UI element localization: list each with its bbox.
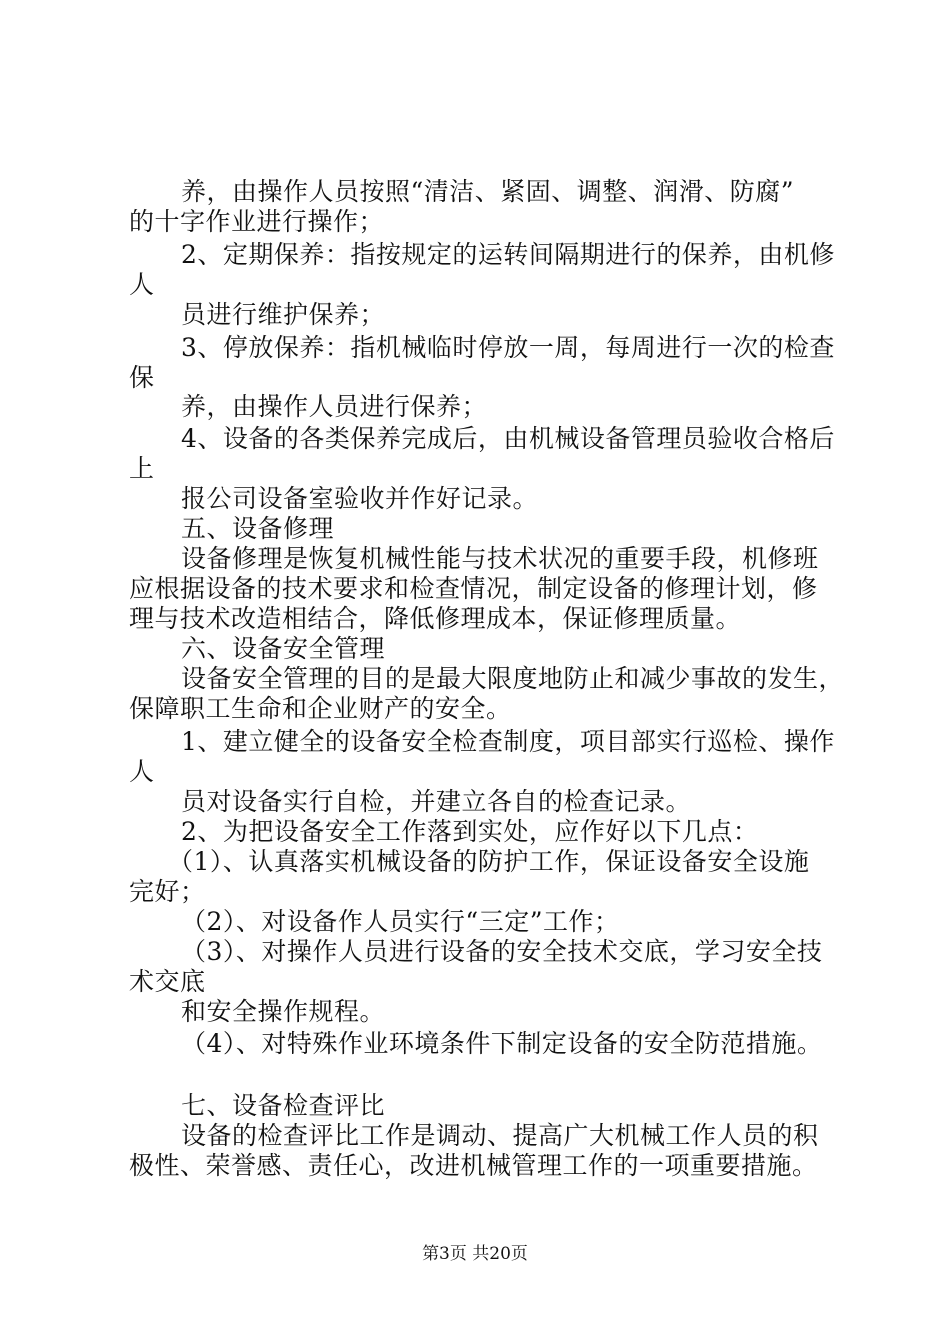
text-line: 极性、荣誉感、责任心，改进机械管理工作的一项重要措施。 bbox=[129, 1151, 818, 1180]
text-line: （3）、对操作人员进行设备的安全技术交底，学习安全技 bbox=[181, 937, 823, 966]
section-heading: 六、设备安全管理 bbox=[181, 634, 386, 663]
section-heading: 七、设备检查评比 bbox=[181, 1091, 386, 1120]
text-line: 上 bbox=[129, 454, 155, 483]
text-line: 保障职工生命和企业财产的安全。 bbox=[129, 694, 512, 723]
text-line: 完好； bbox=[129, 877, 206, 906]
text-line: 保 bbox=[129, 363, 155, 392]
text-line: 员对设备实行自检，并建立各自的检查记录。 bbox=[181, 787, 692, 816]
text-line: 2、定期保养：指按规定的运转间隔期进行的保养，由机修 bbox=[181, 240, 835, 269]
text-line: 员进行维护保养； bbox=[181, 300, 386, 329]
text-line: 人 bbox=[129, 270, 155, 299]
text-line: 1、建立健全的设备安全检查制度，项目部实行巡检、操作 bbox=[181, 727, 835, 756]
text-line: 2、为把设备安全工作落到实处，应作好以下几点： bbox=[181, 817, 759, 846]
text-line: 应根据设备的技术要求和检查情况，制定设备的修理计划，修 bbox=[129, 574, 818, 603]
text-line: 设备安全管理的目的是最大限度地防止和减少事故的发生， bbox=[181, 664, 845, 693]
text-line: 理与技术改造相结合，降低修理成本，保证修理质量。 bbox=[129, 604, 742, 633]
text-line: 术交底 bbox=[129, 967, 206, 996]
text-line: 3、停放保养：指机械临时停放一周，每周进行一次的检查 bbox=[181, 333, 835, 362]
text-line: 4、设备的各类保养完成后，由机械设备管理员验收合格后 bbox=[181, 424, 835, 453]
text-line: （2）、对设备作人员实行“三定”工作； bbox=[181, 907, 620, 936]
text-line: 设备的检查评比工作是调动、提高广大机械工作人员的积 bbox=[181, 1121, 819, 1150]
text-line: 设备修理是恢复机械性能与技术状况的重要手段，机修班 bbox=[181, 544, 819, 573]
text-line: 人 bbox=[129, 757, 155, 786]
text-line: 养，由操作人员进行保养； bbox=[181, 392, 488, 421]
section-heading: 五、设备修理 bbox=[181, 514, 335, 543]
text-line: 的十字作业进行操作； bbox=[129, 207, 385, 236]
page-number-footer: 第3页 共20页 bbox=[422, 1244, 528, 1264]
text-line: 和安全操作规程。 bbox=[181, 997, 386, 1026]
text-line: （1）、认真落实机械设备的防护工作，保证设备安全设施 bbox=[168, 847, 810, 876]
text-line: （4）、对特殊作业环境条件下制定设备的安全防范措施。 bbox=[181, 1029, 823, 1058]
text-line: 报公司设备室验收并作好记录。 bbox=[181, 484, 539, 513]
text-line: 养，由操作人员按照“清洁、紧固、调整、润滑、防腐” bbox=[181, 177, 795, 206]
